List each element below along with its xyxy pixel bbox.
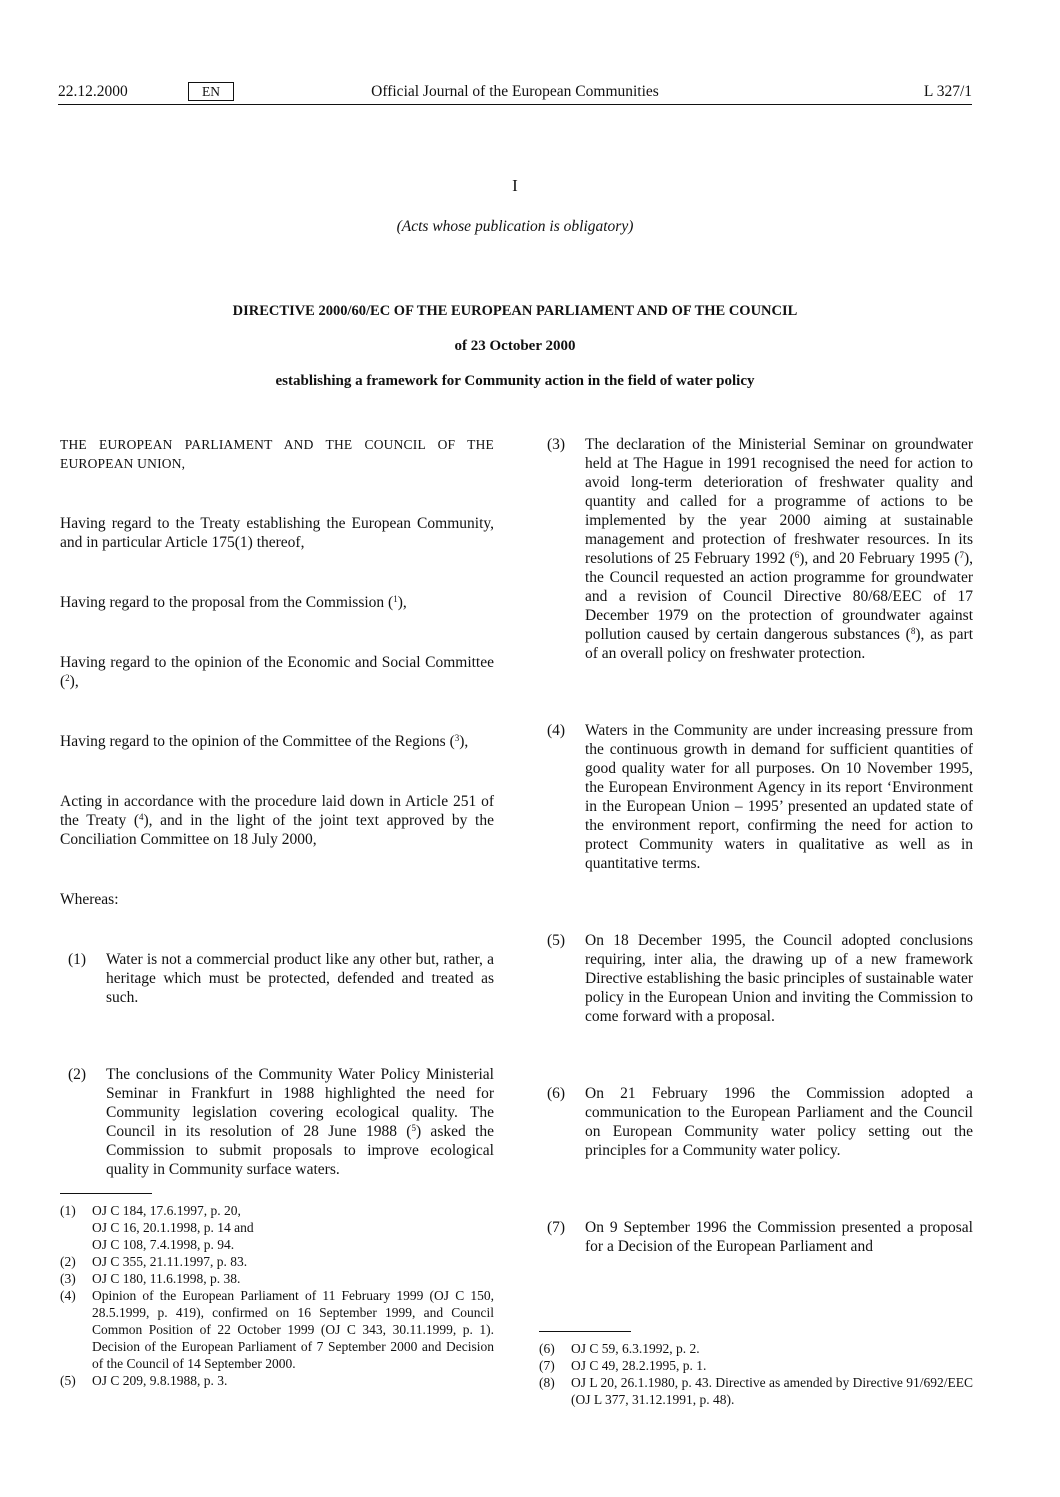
recital-text: On 18 December 1995, the Council adopted conclusions requiring, inter alia, the drawing up of a new framework Directive establishing the basic principles of sustainable water policy in the European Union and inviting the Commission to come forward with a proposal. xyxy=(585,932,973,1025)
left-column xyxy=(60,435,494,1237)
footnote-4: (4) Opinion of the European Parliament of 11 February 1999 (OJ C 150, 28.5.1999, p. 419), confirmed on 16 September 1999, and Council Common Position of 22 October 1999 (OJ C 343, 30.11.1999, p. 1). Decision of the European Parliament of 7 September 2000 and Decision of the Council of 14 September 2000. xyxy=(60,1288,494,1371)
recital-text: On 9 September 1996 the Commission presented a proposal for a Decision of the European Parliament and xyxy=(585,1219,973,1255)
recital-number: (1) xyxy=(68,951,87,968)
page-reference: L 327/1 xyxy=(923,83,972,100)
footnote-divider xyxy=(539,1331,631,1332)
citation-treaty: Having regard to the Treaty establishing the European Community, and in particular Article 175(1) thereof, xyxy=(60,515,494,551)
recital-number: (3) xyxy=(547,436,566,453)
recital-6 xyxy=(539,1084,973,1160)
footnote-ref[interactable]: 8 xyxy=(910,626,916,636)
preamble: THE EUROPEAN PARLIAMENT AND THE COUNCIL OF THE EUROPEAN UNION, xyxy=(60,437,494,471)
recital-5 xyxy=(539,931,973,1026)
footnote-3: (3) OJ C 180, 11.6.1998, p. 38. xyxy=(60,1271,241,1286)
recital-number: (6) xyxy=(547,1085,566,1102)
footnote-ref[interactable]: 2 xyxy=(65,673,70,683)
footnote-ref[interactable]: 1 xyxy=(393,594,398,604)
footnote-5: (5) OJ C 209, 9.8.1988, p. 3. xyxy=(60,1373,228,1388)
recital-number: (7) xyxy=(547,1219,566,1236)
acts-note: (Acts whose publication is obligatory) xyxy=(396,218,634,235)
footnote-6: (6) OJ C 59, 6.3.1992, p. 2. xyxy=(539,1341,700,1356)
directive-date: of 23 October 2000 xyxy=(454,338,576,354)
recital-7 xyxy=(539,1218,973,1256)
footnote-ref[interactable]: 4 xyxy=(139,812,144,822)
recital-text: The declaration of the Ministerial Seminar on groundwater held at The Hague in 1991 recognised the need for action to avoid long-term deterioration of freshwater quality and quantity and called for a programme of actions to be implemented by the year 2000 aiming at sustainable management and protection of freshwater resources. In its resolutions of 25 February 1992 ($^6$), and 20 February 1995 ($^7$), the Council requested an action programme for groundwater and a revision of Council Directive 80/68/EEC of 17 December 1979 on the protection of groundwater against pollution caused by certain dangerous substances ($^8$), as part of an overall policy on freshwater protection. xyxy=(585,436,974,662)
footnote-2: (2) OJ C 355, 21.11.1997, p. 83. xyxy=(60,1254,248,1269)
citation-esc: Having regard to the opinion of the Economic and Social Committee ($^2$), xyxy=(60,654,494,690)
footnote-ref[interactable]: 5 xyxy=(411,1123,416,1133)
left-footnotes xyxy=(60,1202,494,1389)
directive-subject: establishing a framework for Community action in the field of water policy xyxy=(275,373,755,389)
footnote-ref[interactable]: 6 xyxy=(794,550,800,560)
footnote-divider xyxy=(60,1193,152,1194)
language-badge: EN xyxy=(188,82,234,101)
part-number: I xyxy=(512,176,518,195)
citation-regions: Having regard to the opinion of the Committee of the Regions ($^3$), xyxy=(60,733,469,750)
recital-2 xyxy=(60,1065,494,1179)
footnote-8: (8) OJ L 20, 26.1.1980, p. 43. Directive as amended by Directive 91/692/EEC (OJ L 377, 31.12.1991, p. 48). xyxy=(539,1375,973,1407)
footnote-1: (1) OJ C 184, 17.6.1997, p. 20, OJ C 16, 20.1.1998, p. 14 and OJ C 108, 7.4.1998, p. 94. xyxy=(60,1203,254,1252)
recital-text: On 21 February 1996 the Commission adopted a communication to the European Parliament and the Council on European Community water policy setting out the principles for a Community water policy. xyxy=(585,1085,973,1159)
right-footnotes xyxy=(539,1340,973,1408)
recital-text: Water is not a commercial product like any other but, rather, a heritage which must be protected, defended and treated as such. xyxy=(106,951,494,1006)
right-column xyxy=(539,435,973,1314)
footnote-ref[interactable]: 7 xyxy=(959,550,964,560)
footnote-ref[interactable]: 3 xyxy=(454,733,460,743)
recital-number: (2) xyxy=(68,1066,87,1083)
citation-commission: Having regard to the proposal from the Commission ($^1$), xyxy=(60,594,407,611)
footnote-7: (7) OJ C 49, 28.2.1995, p. 1. xyxy=(539,1358,707,1373)
recital-3 xyxy=(539,435,973,663)
journal-title: Official Journal of the European Communities xyxy=(371,83,659,100)
running-header xyxy=(58,82,972,105)
recital-4 xyxy=(539,721,973,873)
whereas: Whereas: xyxy=(60,891,119,908)
recital-number: (4) xyxy=(547,722,566,739)
recital-text: Waters in the Community are under increasing pressure from the continuous growth in demand for sufficient quantities of good quality water for all purposes. On 10 November 1995, the European Environment Agency in its report ‘Environment in the European Union – 1995’ presented an updated state of the environment report, confirming the need for action to protect Community waters in qualitative as well as in quantitative terms. xyxy=(585,722,973,872)
directive-title: DIRECTIVE 2000/60/EC OF THE EUROPEAN PARLIAMENT AND OF THE COUNCIL xyxy=(232,303,798,319)
recital-text: The conclusions of the Community Water Policy Ministerial Seminar in Frankfurt in 1988 highlighted the need for Community legislation covering ecological quality. The Council in its resolution of 28 June 1988 ($^5$) asked the Commission to submit proposals to improve ecological quality in Community surface waters. xyxy=(106,1066,494,1178)
publication-date: 22.12.2000 xyxy=(58,83,128,100)
acting-clause: Acting in accordance with the procedure laid down in Article 251 of the Treaty ($^4$), and in the light of the joint text approved by the Conciliation Committee on 18 July 2000, xyxy=(60,793,494,848)
recital-1 xyxy=(60,950,494,1007)
recital-number: (5) xyxy=(547,932,566,949)
